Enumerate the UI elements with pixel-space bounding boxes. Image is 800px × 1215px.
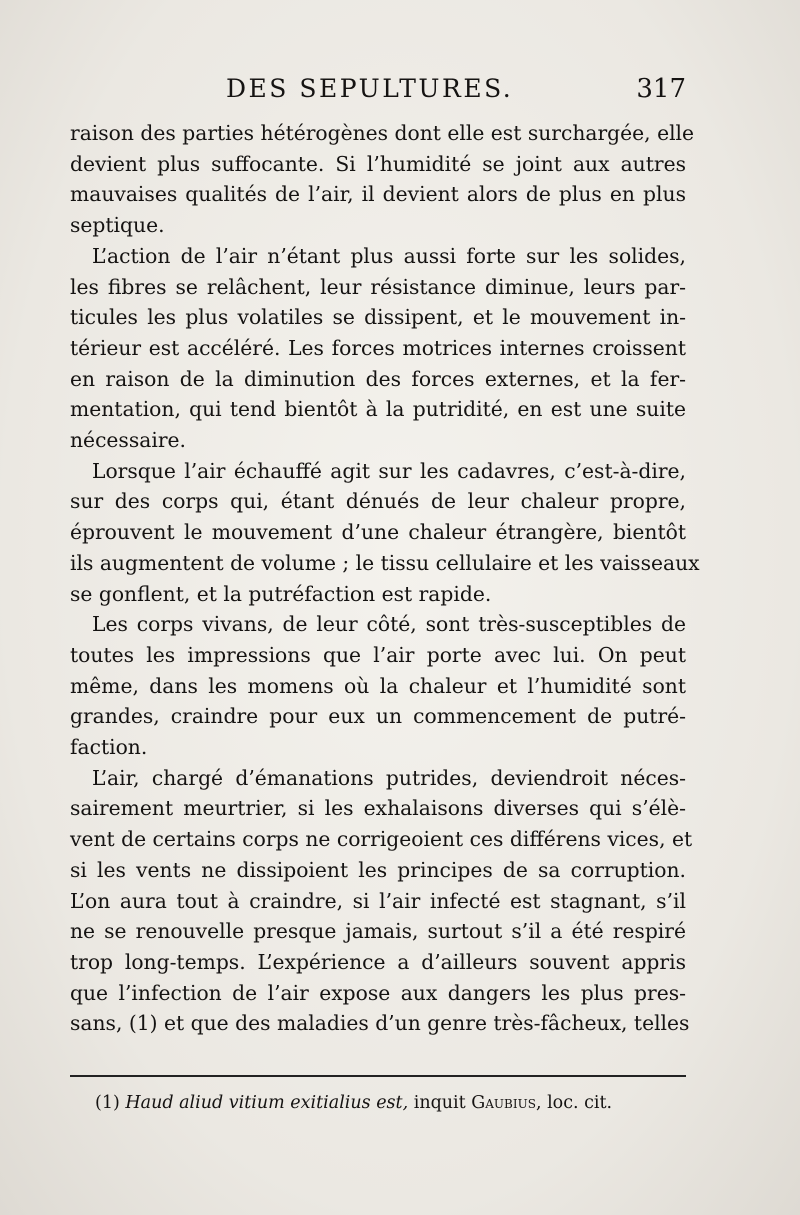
text-line: éprouvent le mouvement d’une chaleur étrangère, bientôt (70, 520, 686, 545)
footnote-marker: (1) (95, 1093, 120, 1113)
paragraph (70, 763, 693, 1039)
text-line: ticules les plus volatiles se dissipent, et le mouvement in- (70, 305, 686, 330)
footnote-text: inquit (413, 1093, 466, 1113)
text-line: Les corps vivans, de leur côté, sont très-susceptibles de (92, 612, 686, 637)
text-line: nécessaire. (70, 428, 186, 453)
text-line: L’air, chargé d’émanations putrides, deviendroit néces- (92, 765, 686, 790)
text-line: faction. (70, 735, 148, 760)
text-line: raison des parties hétérogènes dont elle est surchargée, elle (70, 121, 695, 145)
text-line: si les vents ne dissipoient les principes de sa corruption. (70, 857, 686, 882)
page-number: 317 (636, 74, 686, 104)
text-line: sans, (1) et que des maladies d’un genre très-fâcheux, telles (70, 1011, 690, 1036)
text-line: ne se renouvelle presque jamais, surtout s’il a été respiré (70, 919, 686, 944)
text-line: L’on aura tout à craindre, si l’air infecté est stagnant, s’il (70, 888, 686, 913)
text-line: mauvaises qualités de l’air, il devient alors de plus en plus (70, 182, 686, 207)
text-line: septique. (70, 213, 165, 238)
footnote-quote: Haud aliud vitium exitialius est, (125, 1093, 409, 1113)
text-line: même, dans les momens où la chaleur et l’humidité sont (70, 673, 686, 698)
text-line: L’action de l’air n’étant plus aussi forte sur les solides, (92, 243, 686, 268)
text-line: toutes les impressions que l’air porte avec lui. On peut (70, 642, 686, 667)
text-line: Lorsque l’air échauffé agit sur les cadavres, c’est-à-dire, (92, 458, 686, 483)
text-line: en raison de la diminution des forces externes, et la fer- (70, 366, 686, 391)
text-line: sur des corps qui, étant dénués de leur chaleur propre, (70, 489, 686, 514)
page-header (66, 74, 686, 114)
footnote-reference: , loc. cit. (535, 1093, 613, 1113)
footnote (95, 1093, 690, 1113)
footnote-author: Gaubius (471, 1093, 536, 1113)
paragraph (70, 456, 700, 610)
running-head: DES SEPULTURES. (226, 74, 514, 103)
text-line: devient plus suffocante. Si l’humidité se joint aux autres (70, 151, 686, 176)
text-line: mentation, qui tend bientôt à la putridité, en est une suite (70, 397, 686, 422)
paragraph (70, 241, 686, 456)
paragraph (70, 118, 695, 241)
body-text (70, 118, 700, 1039)
text-line: que l’infection de l’air expose aux dangers les plus pres- (70, 980, 686, 1005)
paragraph (70, 609, 686, 763)
text-line: ils augmentent de volume ; le tissu cellulaire et les vaisseaux (70, 550, 700, 575)
footnote-rule (70, 1075, 686, 1077)
text-line: trop long-temps. L’expérience a d’ailleurs souvent appris (70, 949, 686, 974)
text-line: vent de certains corps ne corrigeoient ces différens vices, et (70, 827, 693, 852)
text-line: sairement meurtrier, si les exhalaisons diverses qui s’élè- (70, 796, 686, 821)
text-line: se gonflent, et la putréfaction est rapide. (70, 581, 492, 606)
text-line: grandes, craindre pour eux un commencement de putré- (70, 704, 686, 729)
text-line: les fibres se relâchent, leur résistance diminue, leurs par- (70, 274, 686, 299)
text-line: térieur est accéléré. Les forces motrices internes croissent (70, 335, 686, 360)
